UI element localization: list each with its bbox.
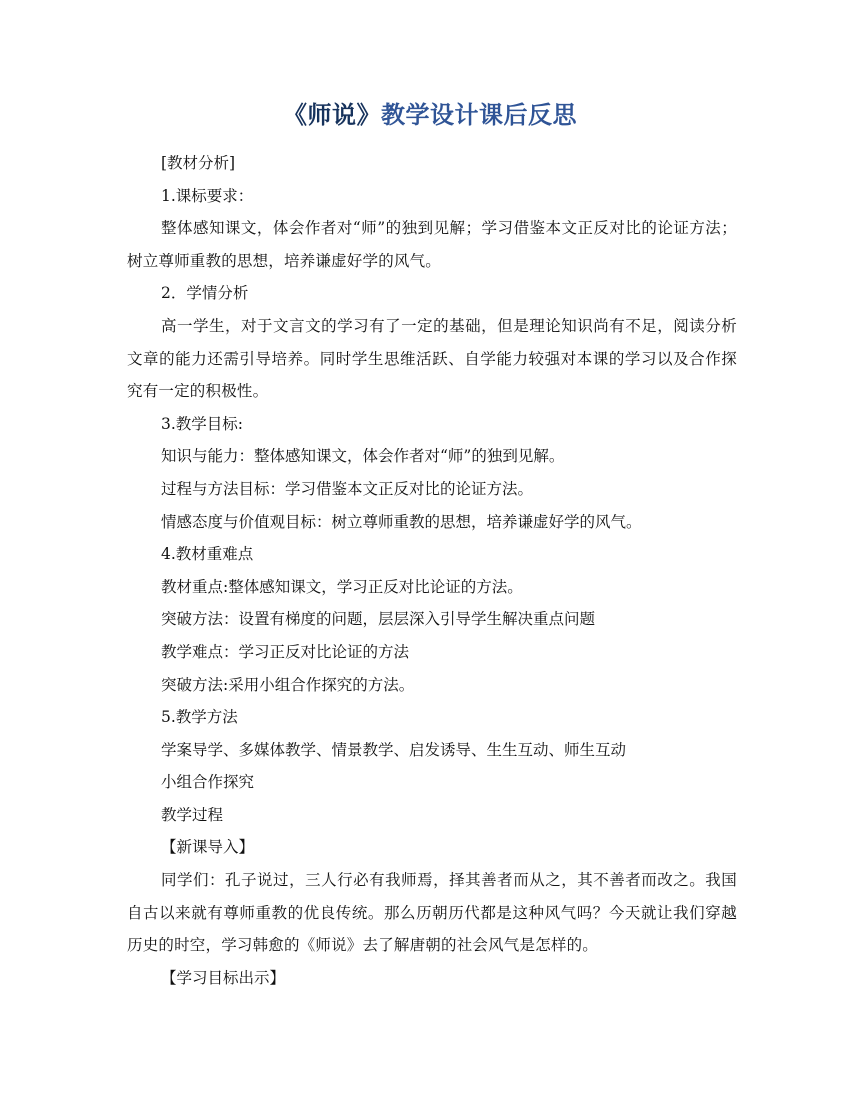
section-heading: 【新课导入】 [161, 838, 255, 857]
body-line: 教学难点：学习正反对比论证的方法 [161, 642, 410, 661]
body-line: 教材重点:整体感知课文，学习正反对比论证的方法。 [161, 577, 523, 596]
subheading: 3.教学目标: [161, 414, 244, 433]
title-book-name: 《师说》 [283, 100, 381, 129]
section-heading: [教材分析] [161, 154, 236, 172]
body-paragraph: 整体感知课文，体会作者对“师”的独到见解；学习借鉴本文正反对比的论证方法；树立尊师重教的思想，培养谦虚好学的风气。 [127, 219, 737, 270]
document-title [0, 98, 860, 132]
subheading: 5.教学方法 [161, 708, 238, 727]
subheading: 4.教材重难点 [161, 545, 254, 564]
body-line: 情感态度与价值观目标：树立尊师重教的思想，培养谦虚好学的风气。 [161, 512, 642, 531]
document-body [127, 147, 737, 994]
body-line: 过程与方法目标：学习借鉴本文正反对比的论证方法。 [161, 479, 534, 498]
body-paragraph: 高一学生，对于文言文的学习有了一定的基础，但是理论知识尚有不足，阅读分析文章的能力还需引导培养。同时学生思维活跃、自学能力较强对本课的学习以及合作探究有一定的积极性。 [127, 316, 737, 401]
body-line: 学案导学、多媒体教学、情景教学、启发诱导、生生互动、师生互动 [161, 740, 627, 759]
section-heading: 教学过程 [161, 805, 224, 824]
subheading: 2．学情分析 [161, 284, 249, 303]
body-line: 知识与能力：整体感知课文，体会作者对“师”的独到见解。 [161, 447, 565, 466]
body-line: 突破方法：设置有梯度的问题，层层深入引导学生解决重点问题 [161, 610, 596, 629]
body-line: 突破方法:采用小组合作探究的方法。 [161, 675, 415, 694]
body-line: 小组合作探究 [161, 773, 255, 792]
subheading: 1.课标要求： [161, 186, 254, 205]
body-paragraph: 同学们：孔子说过，三人行必有我师焉，择其善者而从之，其不善者而改之。我国自古以来就有尊师重教的优良传统。那么历朝历代都是这种风气吗？今天就让我们穿越历史的时空，学习韩愈的《师说》去了解唐朝的社会风气是怎样的。 [127, 871, 737, 955]
section-heading: 【学习目标出示】 [161, 968, 286, 987]
title-text: 教学设计课后反思 [381, 100, 577, 129]
